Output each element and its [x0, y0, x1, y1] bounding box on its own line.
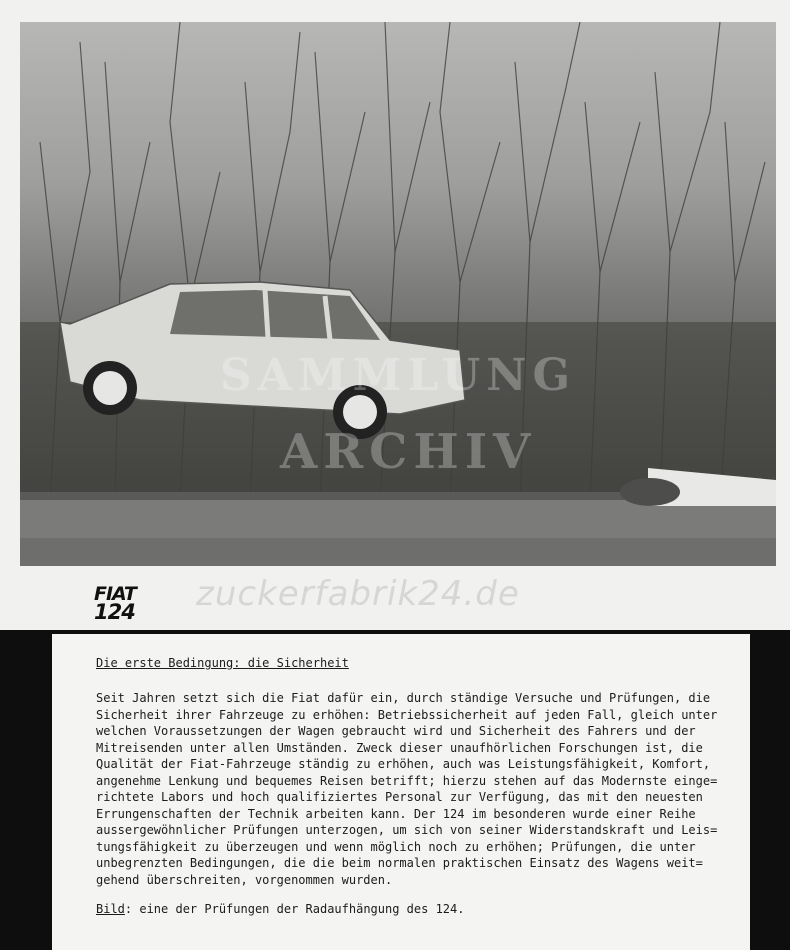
watermark-line1: SAMMLUNG	[220, 350, 577, 401]
footer-text: : eine der Prüfungen der Radaufhängung des 124.	[124, 902, 465, 916]
body-line: Seit Jahren setzt sich die Fiat dafür ein, durch ständige Versuche und Prüfungen, die	[96, 691, 711, 705]
car-on-test-ramp-icon	[20, 22, 776, 566]
logo-bottom: 124	[94, 600, 135, 624]
watermark-line2: ARCHIV	[280, 424, 537, 480]
body-line: angenehme Lenkung und bequemes Reisen betrifft; hierzu stehen auf das Modernste einge=	[96, 773, 718, 788]
caption-title: Die erste Bedingung: die Sicherheit	[96, 656, 349, 670]
body-line: unbegrenzten Bedingungen, die die beim normalen praktischen Einsatz des Wagens weit=	[96, 856, 703, 870]
body-line: welchen Voraussetzungen der Wagen gebraucht wird und Sicherheit des Fahrers und der	[96, 724, 696, 738]
body-line: gehend überschreiten, vorgenommen wurden.	[96, 872, 393, 887]
fiat-124-logo	[94, 583, 152, 624]
body-line: tungsfähigkeit zu überzeugen und wenn möglich noch zu erhöhen; Prüfungen, die unter	[96, 839, 696, 854]
body-line: aussergewöhnlicher Prüfungen unterzogen, um sich von seiner Widerstandskraft und Leis=	[96, 823, 718, 837]
body-line: Qualität der Fiat-Fahrzeuge ständig zu erhöhen, auch was Leistungsfähigkeit, Komfort,	[96, 757, 711, 771]
footer-label: Bild	[96, 902, 125, 916]
caption-body	[96, 690, 746, 888]
body-line: richtete Labors und hoch qualifiziertes Personal zur Verfügung, das mit den neuesten	[96, 790, 703, 804]
caption-footer	[96, 902, 464, 916]
caption-sheet	[52, 634, 750, 950]
body-line: Errungenschaften der Technik arbeiten kann. Der 124 im besonderen wurde einer Reihe	[96, 806, 696, 821]
body-line: Mitreisenden unter allen Umständen. Zweck dieser unaufhörlichen Forschungen ist, die	[96, 740, 703, 755]
logo-top: FIAT	[94, 583, 136, 605]
photograph	[20, 22, 776, 566]
body-line: Sicherheit ihrer Fahrzeuge zu erhöhen: Betriebssicherheit auf jeden Fall, gleich unter	[96, 707, 718, 722]
site-watermark: zuckerfabrik24.de	[196, 574, 520, 614]
